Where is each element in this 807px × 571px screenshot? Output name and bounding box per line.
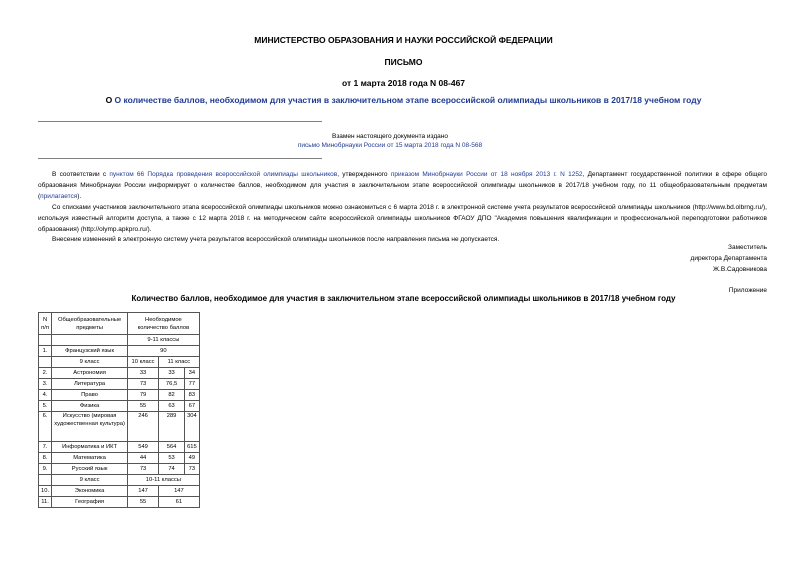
band-9-11: 9-11 классы xyxy=(128,335,200,346)
document-type: ПИСЬМО xyxy=(384,57,423,67)
row-number: 3. xyxy=(39,379,52,390)
score-10: 564 xyxy=(159,442,185,453)
document-subject xyxy=(0,95,807,105)
row-subject: Информатика и ИКТ xyxy=(52,442,128,453)
score-10: 289 xyxy=(159,412,185,442)
p1-text-1: В соответствии с xyxy=(52,171,110,178)
p1-link-order-point[interactable]: пунктом 66 Порядка проведения всероссийской олимпиады школьников xyxy=(109,171,338,178)
score-10: 76,5 xyxy=(159,379,185,390)
row-subject: Французский язык xyxy=(52,346,128,357)
score-10-11: 61 xyxy=(159,497,200,508)
score-9: 33 xyxy=(128,368,159,379)
score-10: 53 xyxy=(159,453,185,464)
table-row xyxy=(39,401,200,412)
table-row xyxy=(39,368,200,379)
score-10: 33 xyxy=(159,368,185,379)
table-row xyxy=(39,412,200,442)
header-number: N п/п xyxy=(39,313,52,335)
table-row xyxy=(39,390,200,401)
row-number: 6. xyxy=(39,412,52,442)
signature-name: Ж.В.Садовникова xyxy=(713,266,767,273)
score-10: 74 xyxy=(159,464,185,475)
subject-prefix: О xyxy=(105,95,115,105)
class-9-header: 9 класс xyxy=(52,357,128,368)
header-score: Необходимое количество баллов xyxy=(128,313,200,335)
p1-link-appendix[interactable]: прилагается xyxy=(40,193,78,200)
row-number: 4. xyxy=(39,390,52,401)
replacement-notice: Взамен настоящего документа издано xyxy=(331,133,449,140)
row-subject: География xyxy=(52,497,128,508)
row-subject: Литература xyxy=(52,379,128,390)
p1-text-4: ). xyxy=(77,193,82,200)
table-row xyxy=(39,442,200,453)
class-11-header: 11 класс xyxy=(159,357,200,368)
scores-table xyxy=(38,312,200,508)
row-subject: Русский язык xyxy=(52,464,128,475)
class-10-11-header: 10-11 классы xyxy=(128,475,200,486)
signature-title: Заместитель xyxy=(728,244,767,251)
table-row xyxy=(39,497,200,508)
row-number: 9. xyxy=(39,464,52,475)
row-number: 10. xyxy=(39,486,52,497)
subject-link[interactable]: О количестве баллов, необходимом для участия в заключительном этапе всероссийской олимпиады школьников в 2017/18 учебном году xyxy=(114,95,702,105)
paragraph-1 xyxy=(38,169,767,202)
row-subject: Право xyxy=(52,390,128,401)
row-number: 2. xyxy=(39,368,52,379)
separator-bottom xyxy=(38,158,322,159)
paragraph-3 xyxy=(38,234,767,245)
table-row xyxy=(39,346,200,357)
row-number: 11. xyxy=(39,497,52,508)
row-subject: Физика xyxy=(52,401,128,412)
score-9: 73 xyxy=(128,379,159,390)
score-11: 615 xyxy=(185,442,200,453)
row-number: 8. xyxy=(39,453,52,464)
ministry-heading: МИНИСТЕРСТВО ОБРАЗОВАНИЯ И НАУКИ РОССИЙСКОЙ ФЕДЕРАЦИИ xyxy=(254,35,553,45)
p1-text-3: , Департамент государственной политики в сфере общего образования Минобрнауки России информирует о количестве баллов, необходимом для участия в заключительном этапе всероссийской олимпиады школьников в 2017/18 учебном году, по 11 общеобразовательным предметам ( xyxy=(38,171,768,200)
table-row xyxy=(39,453,200,464)
table-row xyxy=(39,486,200,497)
score-10: 82 xyxy=(159,390,185,401)
score-11: 49 xyxy=(185,453,200,464)
score-9: 55 xyxy=(128,401,159,412)
replacement-notice-link[interactable]: письмо Минобрнауки России от 15 марта 2018 года N 08-568 xyxy=(297,142,483,149)
appendix-label: Приложение xyxy=(728,287,767,294)
score-11: 304 xyxy=(185,412,200,442)
score-11: 34 xyxy=(185,368,200,379)
score-10: 63 xyxy=(159,401,185,412)
table-row xyxy=(39,379,200,390)
document-date-number: от 1 марта 2018 года N 08-467 xyxy=(341,78,466,88)
row-subject: Искусство (мировая художественная культура) xyxy=(52,412,128,442)
score-9: 73 xyxy=(128,464,159,475)
score-9: 147 xyxy=(128,486,159,497)
separator-top xyxy=(38,121,322,122)
p3-text: Внесение изменений в электронную систему учета результатов всероссийской олимпиады школьников после направления письма не допускается. xyxy=(52,236,500,243)
band-row xyxy=(39,335,200,346)
score-9: 44 xyxy=(128,453,159,464)
p2-text: Со списками участников заключительного этапа всероссийской олимпиады школьников можно ознакомиться с 6 марта 2018 г. в электронной системе учета результатов всероссийской олимпиады школьников (http://www.bd.olbrng.ru/), используя известный алгоритм доступа, а также с 12 марта 2018 г. на методическом сайте всероссийской олимпиады школьников ФГАОУ ДПО "Академия повышения квалификации и профессиональной переподготовки работников образования) (http://olymp.apkpro.ru/). xyxy=(38,204,767,233)
row-number: 5. xyxy=(39,401,52,412)
row-score: 90 xyxy=(128,346,200,357)
score-11: 67 xyxy=(185,401,200,412)
classes-header-row xyxy=(39,357,200,368)
paragraph-2 xyxy=(38,202,767,235)
score-11: 73 xyxy=(185,464,200,475)
p1-text-2: , утвержденного xyxy=(337,171,391,178)
row-number: 7. xyxy=(39,442,52,453)
row-subject: Экономика xyxy=(52,486,128,497)
score-9: 246 xyxy=(128,412,159,442)
classes-header-row-2 xyxy=(39,475,200,486)
class-9-header: 9 класс xyxy=(52,475,128,486)
score-9: 55 xyxy=(128,497,159,508)
score-11: 83 xyxy=(185,390,200,401)
signature-position: директора Департамента xyxy=(690,255,767,262)
header-subject: Общеобразовательные предметы xyxy=(52,313,128,335)
score-9: 549 xyxy=(128,442,159,453)
appendix-title: Количество баллов, необходимое для участия в заключительном этапе всероссийской олимпиады школьников в 2017/18 учебном году xyxy=(131,294,676,303)
row-subject: Математика xyxy=(52,453,128,464)
table-header-row xyxy=(39,313,200,335)
table-row xyxy=(39,464,200,475)
p1-link-ministry-order[interactable]: приказом Минобрнауки России от 18 ноября 2013 г. N 1252 xyxy=(390,171,583,178)
row-subject: Астрономия xyxy=(52,368,128,379)
class-10-header: 10 класс xyxy=(128,357,159,368)
score-9: 79 xyxy=(128,390,159,401)
score-10-11: 147 xyxy=(159,486,200,497)
score-11: 77 xyxy=(185,379,200,390)
row-number: 1. xyxy=(39,346,52,357)
